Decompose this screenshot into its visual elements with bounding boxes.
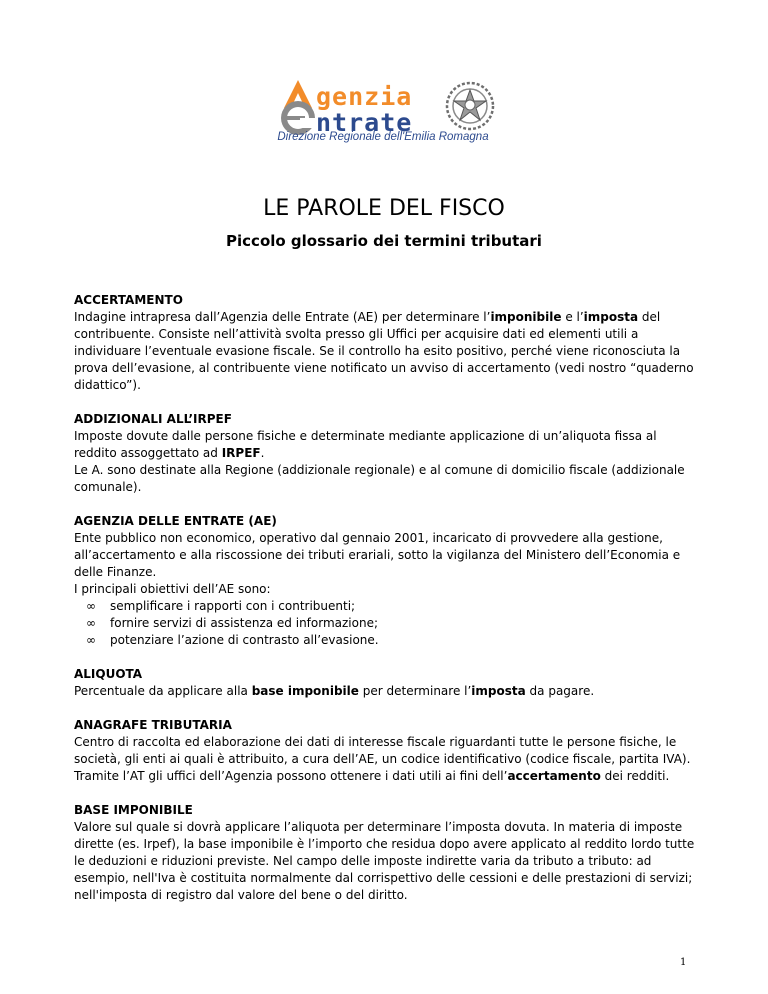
glossary-term: ANAGRAFE TRIBUTARIA: [74, 718, 232, 732]
glossary-entry-base-imponibile: [74, 802, 702, 904]
glossary-definition: [74, 734, 702, 785]
glossary-definition: [74, 309, 702, 394]
glossary-entry-accertamento: [74, 292, 702, 394]
definition-text: del contribuente. Consiste nell’attività svolta presso gli Uffici per acquisire dati ed elementi utili a individuare l’eventuale evasione fiscale. Se il controllo ha esito positivo, perché viene riconosciuta la prova dell’evasione, al contribuente viene notificato un avviso di accertamento (vedi nostro “quaderno didattico”).: [74, 310, 694, 392]
definition-text: .: [260, 446, 265, 460]
definition-keyword: accertamento: [507, 769, 601, 783]
definition-text: e l’: [561, 310, 584, 324]
glossary-term: BASE IMPONIBILE: [74, 803, 193, 817]
glossary-content: [74, 292, 702, 921]
definition-text: per determinare l’: [358, 684, 472, 698]
list-item: [86, 615, 702, 632]
glossary-term: AGENZIA DELLE ENTRATE (AE): [74, 514, 277, 528]
definition-keyword: imposta: [583, 310, 639, 324]
logo-subtitle: Direzione Regionale dell'Emilia Romagna: [277, 131, 489, 143]
glossary-term: ACCERTAMENTO: [74, 293, 183, 307]
definition-keyword: imponibile: [490, 310, 562, 324]
glossary-definition: [74, 683, 702, 700]
glossary-entry-agenzia-entrate: [74, 513, 702, 649]
glossary-definition: [74, 428, 702, 462]
infinity-bullet-icon: ∞: [86, 633, 96, 647]
glossary-entry-addizionali: [74, 411, 702, 496]
definition-keyword: base imponibile: [251, 684, 359, 698]
list-item: [86, 632, 702, 649]
glossary-term: ALIQUOTA: [74, 667, 143, 681]
glossary-definition-paragraph: I principali obiettivi dell’AE sono:: [74, 582, 271, 596]
page-number: 1: [680, 957, 687, 968]
list-item-text: semplificare i rapporti con i contribuenti;: [110, 599, 356, 613]
page-title: LE PAROLE DEL FISCO: [263, 196, 505, 221]
definition-text: Imposte dovute dalle persone fisiche e determinate mediante applicazione di un’aliquota fissa al reddito assoggettato ad: [74, 429, 657, 460]
glossary-term: ADDIZIONALI ALL’IRPEF: [74, 412, 232, 426]
glossary-definition: Ente pubblico non economico, operativo dal gennaio 2001, incaricato di provvedere alla gestione, all’accertamento e alla riscossione dei tributi erariali, sotto la vigilanza del Ministero dell’Economia e delle Finanze.: [74, 531, 681, 579]
list-item: [86, 598, 702, 615]
definition-text: dei redditi.: [600, 769, 670, 783]
objectives-list: [74, 598, 702, 649]
list-item-text: fornire servizi di assistenza ed informazione;: [110, 616, 379, 630]
infinity-bullet-icon: ∞: [86, 599, 96, 613]
glossary-definition-paragraph: Le A. sono destinate alla Regione (addizionale regionale) e al comune di domicilio fiscale (addizionale comunale).: [74, 463, 685, 494]
glossary-entry-anagrafe-tributaria: [74, 717, 702, 785]
logo-word-genzia: genzia: [316, 82, 413, 111]
infinity-bullet-icon: ∞: [86, 616, 96, 630]
definition-keyword: IRPEF: [221, 446, 261, 460]
agenzia-entrate-logo: [276, 78, 516, 146]
glossary-entry-aliquota: [74, 666, 702, 700]
logo-word-ntrate: ntrate: [316, 108, 413, 137]
definition-text: Percentuale da applicare alla: [74, 684, 252, 698]
definition-text: Indagine intrapresa dall’Agenzia delle Entrate (AE) per determinare l’: [74, 310, 491, 324]
italian-republic-emblem-icon: [444, 80, 496, 132]
definition-text: Centro di raccolta ed elaborazione dei dati di interesse fiscale riguardanti tutte le persone fisiche, le società, gli enti ai quali è attribuito, a cura dell’AE, un codice identificativo (codice fiscale, partita IVA). Tramite l’AT gli uffici dell’Agenzia possono ottenere i dati utili ai fini dell’: [74, 735, 691, 783]
definition-text: da pagare.: [525, 684, 595, 698]
page-subtitle: Piccolo glossario dei termini tributari: [226, 232, 542, 250]
glossary-definition: Valore sul quale si dovrà applicare l’aliquota per determinare l’imposta dovuta. In materia di imposte dirette (es. Irpef), la base imponibile è l’importo che residua dopo avere applicato al reddito lordo tutte le deduzioni e riduzioni previste. Nel campo delle imposte indirette varia da tributo a tributo: ad esempio, nell'Iva è costituita normalmente dal corrispettivo delle cessioni e delle prestazioni di servizi; nell'imposta di registro dal valore del bene o del diritto.: [74, 820, 695, 902]
list-item-text: potenziare l’azione di contrasto all’evasione.: [110, 633, 379, 647]
definition-keyword: imposta: [471, 684, 526, 698]
